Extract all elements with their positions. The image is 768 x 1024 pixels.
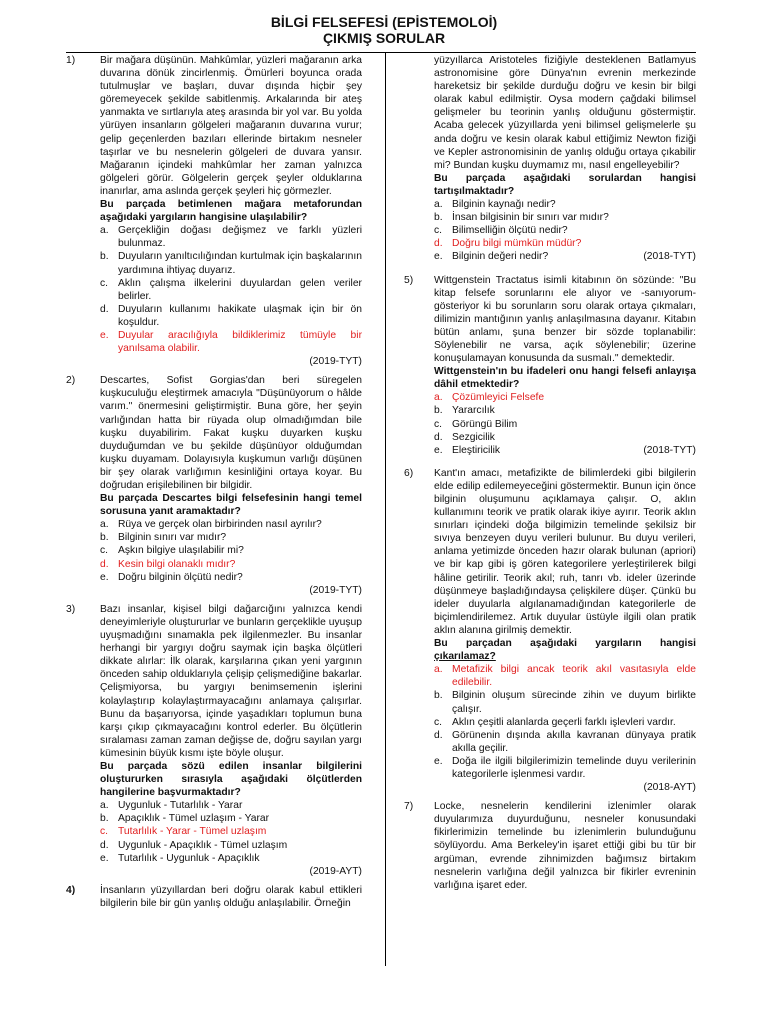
question-1 — [66, 54, 362, 368]
question-4 — [66, 884, 362, 910]
question-number: 4) — [66, 884, 76, 896]
column-divider — [385, 52, 386, 966]
question-7 — [404, 800, 696, 892]
option-d[interactable]: d. Sezgicilik — [434, 431, 495, 443]
option-b[interactable]: b. Bilginin sınırı var mıdır? — [100, 532, 227, 544]
option-b[interactable]: b. Apaçıklık - Tümel uzlaşım - Yarar — [100, 813, 270, 825]
option-e[interactable]: e. Tutarlılık - Uygunluk - Apaçıklık — [100, 852, 260, 864]
question-passage: Locke, nesnelerin kendilerini izlenimler olarak duyularımıza duyurduğunu, nesneler konusundaki fikirlerimizin temelinde bu izlenimlerin bulunduğunu söylüyordu. Ama Berkeley'in işaret ettiği gibi bu tür bir argüman, evrende zihnimizden bağımsız birtakım nesnelerin varlığına değil yalnızca bir fikirler evreninin varlığına işaret eder. — [434, 801, 696, 891]
option-c[interactable]: c. Aklın çeşitli alanlarda geçerli farklı işlevleri vardır. — [434, 716, 676, 728]
question-5 — [404, 274, 696, 457]
option-a[interactable]: a. Uygunluk - Tutarlılık - Yarar — [100, 800, 243, 812]
option-d-answer[interactable]: d. Kesin bilgi olanaklı mıdır? — [100, 558, 236, 570]
exam-year: (2019-TYT) — [309, 584, 362, 596]
option-b[interactable]: b. İnsan bilgisinin bir sınırı var mıdır? — [434, 212, 609, 224]
title-line-1: BİLGİ FELSEFESİ (EPİSTEMOLOİ) — [270, 14, 498, 30]
option-c[interactable]: c. Görüngü Bilim — [434, 418, 518, 430]
option-e[interactable]: e. Bilginin değeri nedir? (2018-TYT) — [434, 251, 696, 263]
option-a[interactable]: a. Rüya ve gerçek olan birbirinden nasıl ayrılır? — [100, 519, 322, 531]
option-c-answer[interactable]: c. Tutarlılık - Yarar - Tümel uzlaşım — [100, 826, 267, 838]
question-number: 1) — [66, 55, 76, 66]
question-passage: Bazı insanlar, kişisel bilgi dağarcığını yalnızca kendi deneyimleriyle oluştururlar ve bunların gerçeklikle uyuşup uyuşmadığını sınamakla pek ilgilenmezler. Bu insanlar herhangi bir yargıyı doğru saymak için başka ölçütleri dikkate alırlar: İlk olarak, karşılarına çıkan yeni yargının önceden sahip olduklarıyla çelişip çelişmediğine bakarlar. Çelişmiyorsa, bu yargıyı benimsemenin işlerini kolaylaştırıp kolaylaştırmayacağını anlamaya çalışırlar. Bunu da başarıyorsa, içinde yaşadıkları toplumun buna karşı çıkıp çıkmayacağını kontrol ederler. Bu ölçütlerin sıralaması zaman zaman değişse de, doğru sayılan yargı kümesinin büyük kısmı işte böyle oluşur. — [100, 603, 362, 759]
question-number: 3) — [66, 603, 76, 615]
question-passage-continued: yüzyıllarca Aristoteles fiziğiyle desteklenen Batlamyus astronomisine göre Dünya'nın evrenin merkezinde hareketsiz bir şekilde durduğu doğru ve kesin bir bilgi olarak kabul edilmiştir. Oysa modern çağdaki bilimsel gelişmeler bu teorinin yanlış olduğunu göstermiştir. Acaba gelecek yüzyıllarda yeni bilimsel gelişmelerle şu anda doğru ve kesin olarak kabul ettiğimiz Newton fiziği ve Kepler astronomisinin de yanlış olduğu ortaya çıkabilir mi? Bundan kuşku duymamız mı, nasıl engelleyebilir? — [434, 55, 696, 171]
option-a-answer[interactable]: a. Metafizik bilgi ancak teorik akıl vasıtasıyla elde edilebilir. — [434, 664, 696, 689]
stem-emphasis: çıkarılamaz? — [434, 651, 496, 663]
option-a[interactable]: a. Gerçekliğin doğası değişmez ve farklı yüzleri bulunmaz. — [100, 225, 362, 250]
question-passage: Wittgenstein Tractatus isimli kitabının ön sözünde: "Bu kitap felsefe sorunlarını ele alıyor ve -sanıyorum- gösteriyor ki bu sorunların soru olarak ortaya çıkmaları, dilimizin mantığının yanlış anlaşılmasına dayanır. Kitabın bütün anlamı, şuna benzer bir sözde toplanabilir: Söylenebilir ne varsa, açık söylenebilir; üzerine konuşulamayan konusunda da susmalı." demektedir. — [434, 274, 696, 365]
question-passage: Kant'ın amacı, metafizikte de bilimlerdeki gibi bilgilerin elde edilip edilemeyeceğini göstermektir. Bunun için önce bilginin oluşumunu açıklamaya çalışır. O, aklın kullanımını teorik ve pratik olarak ikiye ayırır. Teorik aklın sınırları içindeki doğa bilgimizin temelinde şekilsiz bir sıvıya benzeyen duyu verileri bulunur. Bu duyu verileri, anlama yetimizde önceden hazır olarak bulunan (apriori) ve bir kap gibi iş gören kategorilere yerleştirilerek bilgi hâline getirilir. Teorik akıl; ruh, tanrı vb. ideler üzerinde düşünmeye başladığındaysa çelişkilere düşer. Çünkü bu ideler duyularla algılanamadığından kategorilerle de biçimlendirilemez. Artık duyular üstüyle ilgili olan pratik aklın alanına girilmiş demektir. — [434, 467, 696, 636]
option-e[interactable]: e. Eleştiricilik (2018-TYT) — [434, 444, 696, 456]
option-e[interactable]: e. Doğa ile ilgili bilgilerimizin temelinde duyu verilerinin kategorilerle işlenmesi vardır. — [434, 755, 696, 780]
option-d[interactable]: d. Görünenin dışında akılla kavranan dünyaya pratik akılla geçilir. — [434, 729, 696, 754]
question-3 — [66, 603, 362, 878]
option-a[interactable]: a. Bilginin kaynağı nedir? — [434, 199, 556, 211]
option-d-answer[interactable]: d. Doğru bilgi mümkün müdür? — [434, 238, 582, 250]
exam-year: (2018-TYT) — [643, 444, 696, 456]
option-c[interactable]: c. Bilimselliğin ölçütü nedir? — [434, 225, 568, 237]
option-d[interactable]: d. Uygunluk - Apaçıklık - Tümel uzlaşım — [100, 839, 288, 851]
exam-year: (2018-TYT) — [643, 251, 696, 263]
exam-year: (2019-AYT) — [309, 865, 362, 877]
option-b[interactable]: b. Bilginin oluşum sürecinde zihin ve duyum birlikte çalışır. — [434, 690, 696, 715]
question-stem: Bu parçada sözü edilen insanlar bilgilerini oluştururken sırasıyla aşağıdaki ölçütlerden hangilerine başvurmaktadır? — [100, 760, 362, 799]
question-stem: Bu parçada betimlenen mağara metaforundan aşağıdaki yargıların hangisine ulaşılabilir? — [100, 199, 362, 224]
question-stem: Wittgenstein'ın bu ifadeleri onu hangi felsefi anlayışa dâhil etmektedir? — [434, 366, 696, 391]
question-number: 6) — [404, 467, 414, 479]
question-stem: Bu parçada Descartes bilgi felsefesinin hangi temel sorusuna yanıt aramaktadır? — [100, 493, 362, 518]
question-number: 7) — [404, 801, 414, 813]
option-c[interactable]: c. Aklın çalışma ilkelerini duyulardan gelen veriler belirler. — [100, 277, 362, 302]
header-divider — [66, 52, 696, 53]
option-c[interactable]: c. Aşkın bilgiye ulaşılabilir mi? — [100, 545, 244, 557]
question-stem: Bu parçada aşağıdaki sorulardan hangisi tartışılmaktadır? — [434, 172, 696, 197]
option-e[interactable]: e. Doğru bilginin ölçütü nedir? — [100, 571, 243, 583]
option-b[interactable]: b. Yararcılık — [434, 405, 495, 417]
question-passage: Bir mağara düşünün. Mahkûmlar, yüzleri mağaranın arka duvarına dönük zincirlenmiş. Ömürleri boyunca orada tutulmuşlar ve başları, duvar dışında hiçbir şey göremeyecek şekilde sabitlenmiş. Arkalarında bir ateş yanmakta ve sırtlarıyla ateş arasında bir yol var. Bu yolda yürüyen insanların gölgeleri mağaranın duvarına vurur; gelip geçenlerden bazıları ellerinde birtakım nesneler taşırlar ve bu nesnelerin gölgeleri de duvara yansır. Mağaranın içindeki mahkûmlar her zaman yalnızca gölgeleri görür. Gölgelerin gerçek şeyler olduklarına inanırlar, ama aslında gerçek şeyleri hiç görmezler. — [100, 55, 362, 197]
right-column — [404, 54, 696, 898]
title-line-2: ÇIKMIŞ SORULAR — [322, 30, 446, 46]
question-stem: Bu parçadan aşağıdaki yargıların hangisi çıkarılamaz? — [434, 638, 696, 663]
question-number: 2) — [66, 375, 76, 387]
question-2 — [66, 374, 362, 597]
option-e-answer[interactable]: e. Duyular aracılığıyla bildiklerimiz tümüyle bir yanılsama olabilir. — [100, 329, 362, 355]
page-title — [0, 14, 768, 46]
option-a-answer[interactable]: a. Çözümleyici Felsefe — [434, 392, 545, 404]
option-b[interactable]: b. Duyuların yanıltıcılığından kurtulmak için başkalarının yardımına ihtiyaç duyarız. — [100, 251, 362, 276]
option-d[interactable]: d. Duyuların kullanımı hakikate ulaşmak için bir ön koşuldur. — [100, 303, 362, 328]
exam-year: (2019-TYT) — [309, 356, 362, 368]
exam-year: (2018-AYT) — [643, 782, 696, 794]
question-passage-start: İnsanların yüzyıllardan beri doğru olarak kabul ettikleri bilgilerin bile bir gün yanlış olduğu anlaşılabilir. Örneğin — [100, 884, 362, 909]
left-column — [66, 54, 362, 916]
question-passage: Descartes, Sofist Gorgias'dan beri süregelen kuşkuculuğu eleştirmek amacıyla "Düşünüyorum o hâlde varım." önermesini geliştirmiştir. Buna göre, her şeyin varlığından hatta bir rüyada olup olmadığımdan bile kuşku duyabilirim. Fakat kuşku duyarken kuşku duyduğumdan ve bu şekilde düşünüyor olduğumdan kuşku duyamam. Dolayısıyla kuşkumun varlığı düşünen bir şey olarak varlığımın kesinliğini ortaya koyar. Bu doğrudan erişilebilinen bir bilgidir. — [100, 375, 362, 491]
question-6 — [404, 467, 696, 794]
question-4-continued — [404, 54, 696, 264]
question-number: 5) — [404, 274, 414, 286]
